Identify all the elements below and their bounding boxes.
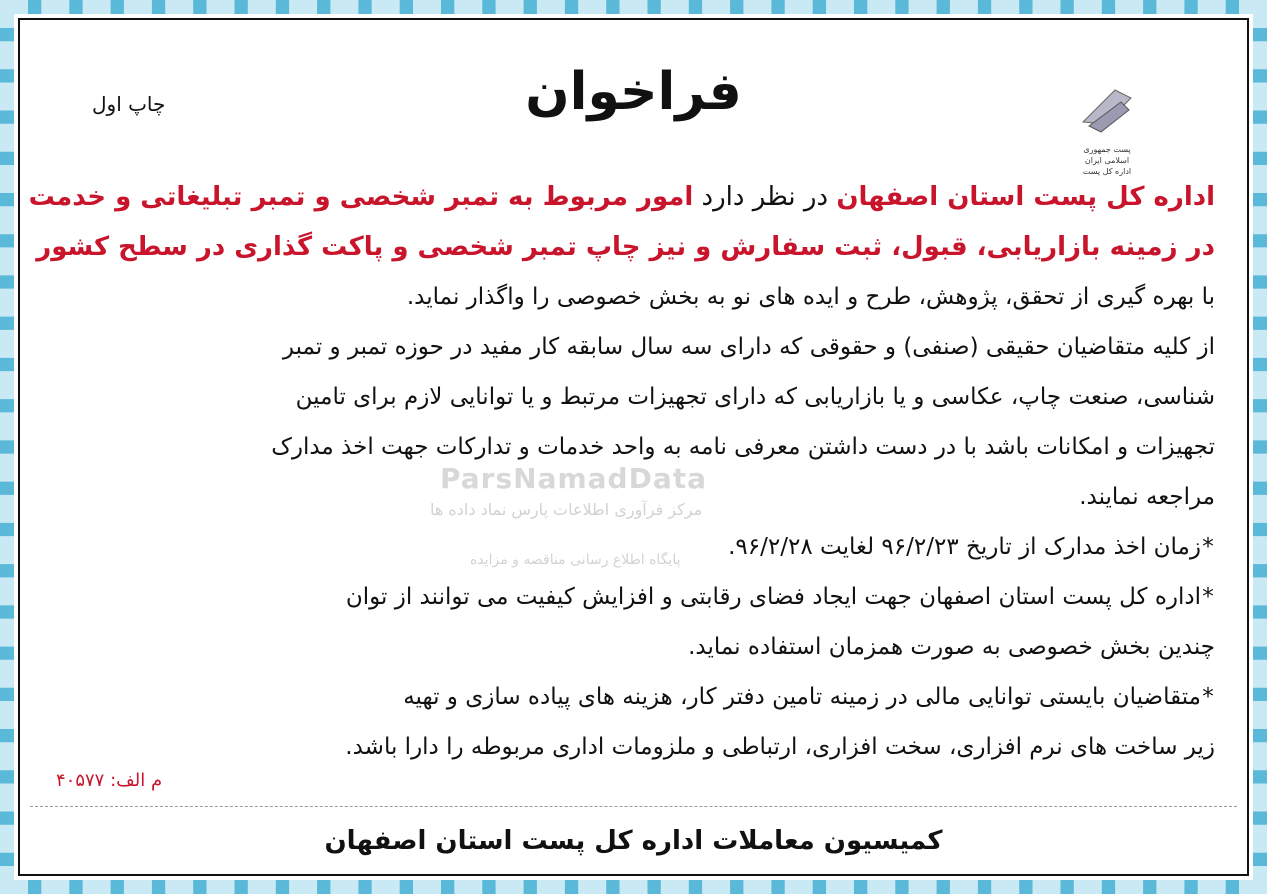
logo-caption: پست جمهوری اسلامی ایران اداره کل پست	[1082, 145, 1132, 176]
reference-number: م الف: ۴۰۵۷۷	[56, 770, 163, 791]
bullet-icon: *	[1202, 684, 1214, 710]
bullet-icon: *	[1202, 534, 1214, 560]
watermark-subtitle: مرکز فرآوری اطلاعات پارس نماد داده ها	[430, 500, 703, 519]
body-line-5: شناسی، صنعت چاپ، عکاسی و یا بازاریابی که دارای تجهیزات مرتبط و یا توانایی لازم برای تامین	[295, 384, 1215, 410]
bullet-icon: *	[1202, 584, 1214, 610]
notice-body	[28, 172, 1215, 772]
edition-label: چاپ اول	[92, 92, 166, 116]
body-line-6: تجهیزات و امکانات باشد با در دست داشتن معرفی نامه به واحد خدمات و تدارکات جهت اخذ مدارک	[271, 434, 1215, 460]
watermark-brand: ParsNamadData	[440, 462, 707, 495]
body-line-1: اداره کل پست استان اصفهان در نظر دارد امور مربوط به تمبر شخصی و تمبر تبلیغاتی و خدمت	[28, 182, 1215, 212]
bullet-item-1: *زمان اخذ مدارک از تاریخ ۹۶/۲/۲۳ لغایت ۹۶/۲/۲۸.	[60, 522, 1215, 572]
page-title: فراخوان	[525, 62, 742, 122]
body-line-2: در زمینه بازاریابی، قبول، ثبت سفارش و نیز چاپ تمبر شخصی و پاکت گذاری در سطح کشور	[36, 232, 1215, 262]
body-line-7: مراجعه نمایند.	[1079, 484, 1215, 510]
body-line-4: از کلیه متقاضیان حقیقی (صنفی) و حقوقی که دارای سه سال سابقه کار مفید در حوزه تمبر و تمبر	[282, 334, 1215, 360]
footer-signature: کمیسیون معاملات اداره کل پست استان اصفهان	[324, 826, 943, 856]
footer-divider	[30, 806, 1237, 807]
watermark-subtitle-2: پایگاه اطلاع رسانی مناقصه و مزایده	[470, 552, 681, 568]
bullet-item-2-cont: چندین بخش خصوصی به صورت همزمان استفاده نماید.	[688, 634, 1215, 660]
bullet-item-3-cont: زیر ساخت های نرم افزاری، سخت افزاری، ارتباطی و ملزومات اداری مربوطه را دارا باشد.	[345, 734, 1215, 760]
body-line-3: با بهره گیری از تحقق، پژوهش، طرح و ایده های نو به بخش خصوصی را واگذار نماید.	[406, 284, 1215, 310]
bullet-item-3: *متقاضیان بایستی توانایی مالی در زمینه تامین دفتر کار، هزینه های پیاده سازی و تهیه	[60, 672, 1215, 722]
bullet-item-2: *اداره کل پست استان اصفهان جهت ایجاد فضای رقابتی و افزایش کیفیت می توانند از توان	[60, 572, 1215, 622]
